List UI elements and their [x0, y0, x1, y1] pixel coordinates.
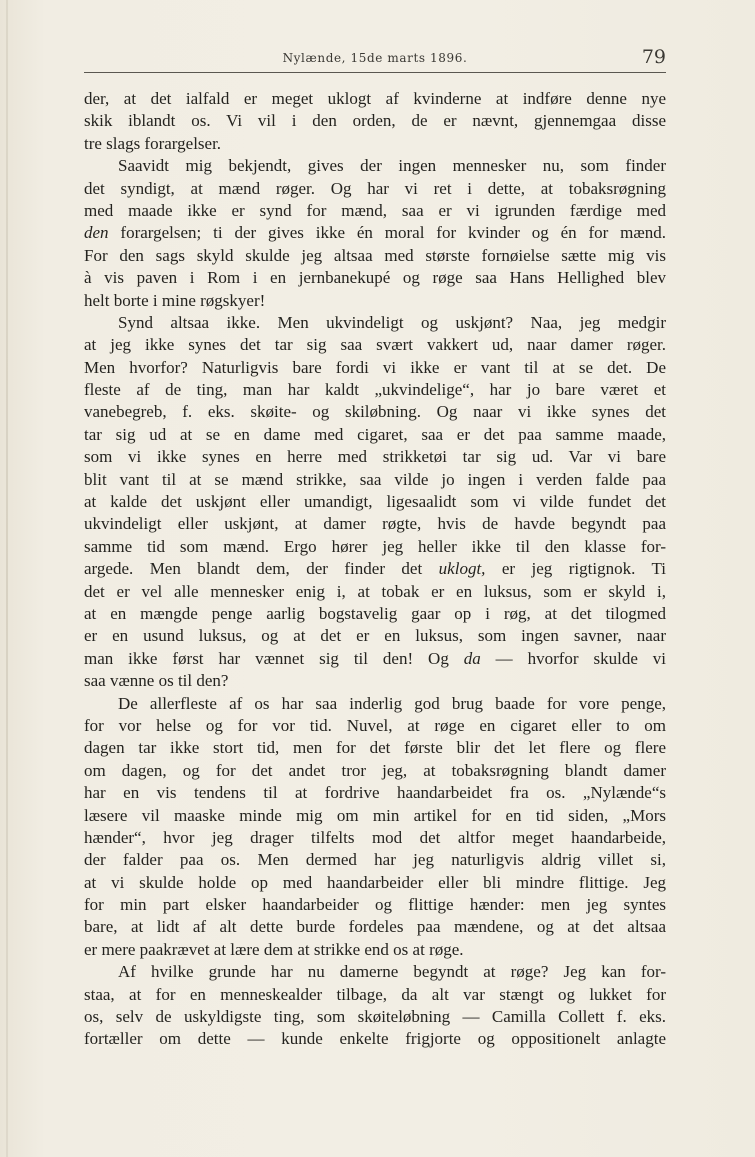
text-line: om dagen, og for det andet tror jeg, at tobaksrøgning blandt damer: [84, 760, 666, 780]
text-line: [84, 648, 666, 670]
text-span: man ikke først har vænnet sig til den! Og: [84, 648, 464, 668]
text-line: tar sig ud at se en dame med cigaret, saa er det paa samme maade,: [84, 424, 666, 444]
text-line: fleste af de ting, man har kaldt „ukvindelige“, har jo bare været et: [84, 380, 666, 400]
page-edge-shadow: [6, 0, 8, 1157]
text-line: at jeg ikke synes det tar sig saa svært vakkert ud, naar damer røger.: [84, 335, 666, 355]
text-line: à vis paven i Rom i en jernbanekupé og røge saa Hans Hellighed blev: [84, 268, 666, 288]
page-header: [84, 46, 666, 74]
text-line: for min part elsker haandarbeider og flittige hænder: men jeg syntes: [84, 895, 666, 915]
text-line: vanebegreb, f. eks. skøite- og skiløbning. Og naar vi ikke synes det: [84, 402, 666, 422]
text-line: os, selv de uskyldigste ting, som skøiteløbning — Camilla Collett f. eks.: [84, 1007, 666, 1027]
text-line: De allerfleste af os har saa inderlig god brug baade for vore penge,: [118, 693, 666, 713]
text-line: samme tid som mænd. Ergo hører jeg heller ikke til den klasse for-: [84, 536, 666, 556]
page-number: 79: [641, 46, 666, 68]
text-line: for vor helse og for vor tid. Nuvel, at røge en cigaret eller to om: [84, 715, 666, 735]
text-line: ukvindeligt eller uskjønt, at damer røgte, hvis de havde begyndt paa: [84, 514, 666, 534]
text-line: bare, at lidt af alt dette burde fordeles paa mændene, og at det altsaa: [84, 917, 666, 937]
text-line: der falder paa os. Men dermed har jeg naturligvis aldrig villet si,: [84, 850, 666, 870]
text-line: det syndigt, at mænd røger. Og har vi ret i dette, at tobaksrøgning: [84, 178, 666, 198]
text-line: at vi skulde holde op med haandarbeider eller bli mindre flittige. Jeg: [84, 872, 666, 892]
text-span: argede. Men blandt dem, der finder det: [84, 559, 439, 579]
article-body: [84, 88, 666, 1051]
text-line: læsere vil maaske minde mig om min artikel for en tid siden, „Mors: [84, 805, 666, 825]
text-line: [84, 558, 666, 580]
text-span: forargelsen; ti der gives ikke én moral for kvinder og én for mænd.: [108, 223, 666, 243]
header-rule: [84, 72, 666, 73]
text-line: Saavidt mig bekjendt, gives der ingen mennesker nu, som finder: [118, 156, 666, 176]
text-span: er jeg rigtignok. Ti: [485, 559, 666, 579]
text-line: har en vis tendens til at fordrive haandarbeidet fra os. „Nylænde“s: [84, 783, 666, 803]
text-line: skik iblandt os. Vi vil i den orden, de er nævnt, gjennemgaa disse: [84, 111, 666, 131]
text-line: der, at det ialfald er meget uklogt af kvinderne at indføre denne nye: [84, 89, 666, 108]
text-line: fortæller om dette — kunde enkelte frigjorte og oppositionelt anlagte: [84, 1029, 666, 1049]
italic-word: den: [84, 223, 109, 243]
text-line: som vi ikke synes en herre med strikketøi tar sig ud. Var vi bare: [84, 447, 666, 467]
text-line: staa, at for en menneskealder tilbage, da alt var stængt og lukket for: [84, 984, 666, 1004]
text-line: saa vænne os til den?: [84, 671, 229, 691]
text-line: at kalde det uskjønt eller umandigt, ligesaalidt som vi vilde fundet det: [84, 492, 666, 512]
text-line: med maade ikke er synd for mænd, saa er vi igrunden færdige med: [84, 200, 666, 220]
text-line: er en usund luksus, og at det er en luksus, som ingen savner, naar: [84, 626, 666, 646]
text-line: dagen tar ikke stort tid, men for det første blir det let flere og flere: [84, 738, 666, 758]
italic-word: uklogt,: [438, 559, 486, 579]
text-line: tre slags forargelser.: [84, 133, 222, 153]
text-line: helt borte i mine røgskyer!: [84, 290, 266, 310]
italic-word: da: [463, 648, 481, 668]
text-line: hænder“, hvor jeg drager tilfelts mod det altfor meget haandarbeide,: [84, 827, 666, 847]
text-line: det er vel alle mennesker enig i, at tobak er en luksus, som er skyld i,: [84, 581, 666, 601]
text-line: For den sags skyld skulde jeg altsaa med største fornøielse sætte mig vis: [84, 245, 666, 265]
text-line: blit vant til at se mænd strikke, saa vilde jo ingen i verden falde paa: [84, 469, 666, 489]
text-line: Af hvilke grunde har nu damerne begyndt at røge? Jeg kan for-: [118, 962, 666, 982]
text-line: er mere paakrævet at lære dem at strikke end os at røge.: [84, 939, 464, 959]
text-span: — hvorfor skulde vi: [480, 648, 666, 668]
text-line: Men hvorfor? Naturligvis bare fordi vi ikke er vant til at se det. De: [84, 357, 666, 377]
text-line: Synd altsaa ikke. Men ukvindeligt og uskjønt? Naa, jeg medgir: [118, 312, 666, 332]
text-line: at en mængde penge aarlig bogstavelig gaar op i røg, at det tilogmed: [84, 603, 666, 623]
running-title: Nylænde, 15de marts 1896.: [282, 51, 468, 65]
text-line: [84, 222, 666, 244]
